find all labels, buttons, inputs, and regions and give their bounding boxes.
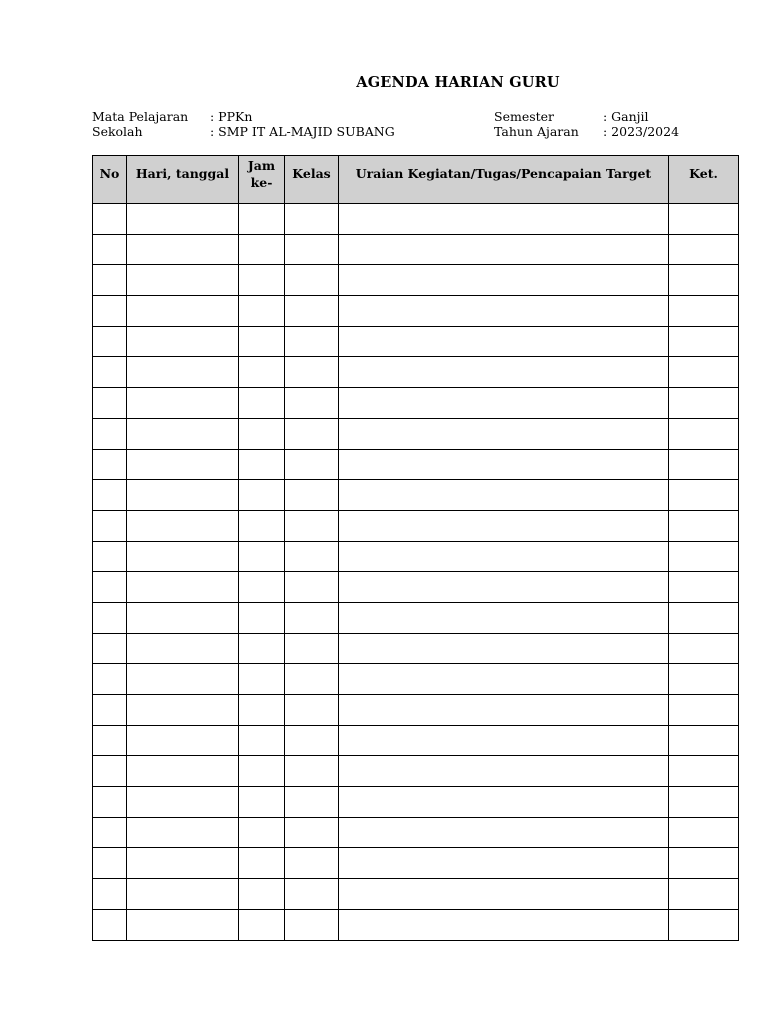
cell-class <box>285 602 339 633</box>
header-class: Kelas <box>285 156 339 204</box>
table-row <box>93 234 739 265</box>
cell-date <box>127 787 239 818</box>
cell-notes <box>669 909 739 940</box>
cell-hour <box>239 265 285 296</box>
cell-notes <box>669 296 739 327</box>
table-row <box>93 326 739 357</box>
cell-notes <box>669 388 739 419</box>
cell-class <box>285 848 339 879</box>
cell-class <box>285 204 339 235</box>
cell-notes <box>669 848 739 879</box>
cell-hour <box>239 572 285 603</box>
header-date: Hari, tanggal <box>127 156 239 204</box>
cell-notes <box>669 449 739 480</box>
cell-date <box>127 572 239 603</box>
cell-no <box>93 234 127 265</box>
cell-no <box>93 480 127 511</box>
cell-no <box>93 695 127 726</box>
semester-value: : Ganjil <box>603 109 649 124</box>
table-row <box>93 541 739 572</box>
cell-notes <box>669 541 739 572</box>
cell-date <box>127 388 239 419</box>
cell-class <box>285 756 339 787</box>
cell-hour <box>239 510 285 541</box>
table-row <box>93 480 739 511</box>
cell-notes <box>669 695 739 726</box>
cell-date <box>127 265 239 296</box>
table-row <box>93 572 739 603</box>
table-row <box>93 357 739 388</box>
cell-hour <box>239 204 285 235</box>
cell-notes <box>669 265 739 296</box>
cell-hour <box>239 449 285 480</box>
cell-hour <box>239 909 285 940</box>
cell-description <box>339 449 669 480</box>
cell-no <box>93 602 127 633</box>
cell-date <box>127 909 239 940</box>
cell-class <box>285 695 339 726</box>
cell-hour <box>239 234 285 265</box>
cell-notes <box>669 664 739 695</box>
cell-no <box>93 510 127 541</box>
cell-no <box>93 204 127 235</box>
cell-description <box>339 572 669 603</box>
cell-class <box>285 664 339 695</box>
table-row <box>93 510 739 541</box>
cell-hour <box>239 817 285 848</box>
cell-description <box>339 725 669 756</box>
cell-date <box>127 633 239 664</box>
cell-class <box>285 572 339 603</box>
cell-date <box>127 480 239 511</box>
cell-date <box>127 510 239 541</box>
cell-date <box>127 756 239 787</box>
cell-hour <box>239 725 285 756</box>
cell-date <box>127 879 239 910</box>
header-row <box>93 156 739 204</box>
table-row <box>93 204 739 235</box>
cell-date <box>127 817 239 848</box>
cell-description <box>339 204 669 235</box>
cell-notes <box>669 510 739 541</box>
cell-notes <box>669 326 739 357</box>
cell-no <box>93 326 127 357</box>
year-label: Tahun Ajaran <box>494 124 579 139</box>
cell-no <box>93 633 127 664</box>
cell-notes <box>669 357 739 388</box>
cell-hour <box>239 357 285 388</box>
cell-class <box>285 449 339 480</box>
cell-date <box>127 664 239 695</box>
cell-notes <box>669 480 739 511</box>
cell-no <box>93 449 127 480</box>
cell-description <box>339 602 669 633</box>
cell-date <box>127 695 239 726</box>
cell-description <box>339 541 669 572</box>
header-no: No <box>93 156 127 204</box>
cell-no <box>93 572 127 603</box>
table-row <box>93 848 739 879</box>
cell-description <box>339 664 669 695</box>
cell-no <box>93 357 127 388</box>
agenda-table <box>92 155 739 941</box>
cell-description <box>339 357 669 388</box>
cell-notes <box>669 602 739 633</box>
cell-no <box>93 817 127 848</box>
cell-date <box>127 234 239 265</box>
cell-hour <box>239 418 285 449</box>
cell-description <box>339 756 669 787</box>
cell-class <box>285 296 339 327</box>
table-row <box>93 664 739 695</box>
table-row <box>93 787 739 818</box>
cell-description <box>339 695 669 726</box>
school-label: Sekolah <box>92 124 143 139</box>
document-title: AGENDA HARIAN GURU <box>356 74 560 91</box>
cell-no <box>93 664 127 695</box>
cell-description <box>339 510 669 541</box>
cell-notes <box>669 204 739 235</box>
cell-no <box>93 756 127 787</box>
agenda-body <box>93 204 739 941</box>
cell-hour <box>239 480 285 511</box>
cell-no <box>93 725 127 756</box>
cell-no <box>93 388 127 419</box>
cell-description <box>339 296 669 327</box>
table-row <box>93 388 739 419</box>
cell-hour <box>239 664 285 695</box>
subject-label: Mata Pelajaran <box>92 109 189 124</box>
cell-class <box>285 817 339 848</box>
table-row <box>93 633 739 664</box>
cell-description <box>339 848 669 879</box>
cell-date <box>127 602 239 633</box>
cell-notes <box>669 817 739 848</box>
cell-notes <box>669 234 739 265</box>
cell-hour <box>239 326 285 357</box>
cell-notes <box>669 725 739 756</box>
cell-no <box>93 296 127 327</box>
cell-hour <box>239 879 285 910</box>
cell-class <box>285 234 339 265</box>
cell-class <box>285 787 339 818</box>
cell-hour <box>239 848 285 879</box>
cell-class <box>285 480 339 511</box>
header-hour-line1: Jam <box>247 158 276 173</box>
cell-notes <box>669 418 739 449</box>
cell-hour <box>239 787 285 818</box>
header-hour <box>239 156 285 204</box>
cell-date <box>127 541 239 572</box>
header-notes: Ket. <box>669 156 739 204</box>
cell-no <box>93 879 127 910</box>
cell-hour <box>239 602 285 633</box>
cell-hour <box>239 695 285 726</box>
semester-label: Semester <box>494 109 555 124</box>
cell-hour <box>239 756 285 787</box>
cell-notes <box>669 572 739 603</box>
cell-description <box>339 265 669 296</box>
cell-notes <box>669 879 739 910</box>
cell-class <box>285 909 339 940</box>
cell-description <box>339 234 669 265</box>
cell-no <box>93 541 127 572</box>
cell-hour <box>239 633 285 664</box>
table-row <box>93 418 739 449</box>
table-row <box>93 449 739 480</box>
table-row <box>93 725 739 756</box>
table-row <box>93 909 739 940</box>
cell-class <box>285 510 339 541</box>
cell-no <box>93 418 127 449</box>
cell-class <box>285 541 339 572</box>
cell-no <box>93 848 127 879</box>
cell-description <box>339 879 669 910</box>
header-description: Uraian Kegiatan/Tugas/Pencapaian Target <box>339 156 669 204</box>
header-hour-line2: ke- <box>250 175 273 190</box>
cell-date <box>127 326 239 357</box>
cell-date <box>127 296 239 327</box>
cell-no <box>93 787 127 818</box>
cell-notes <box>669 756 739 787</box>
cell-class <box>285 725 339 756</box>
cell-date <box>127 357 239 388</box>
school-value: : SMP IT AL-MAJID SUBANG <box>210 124 395 139</box>
cell-description <box>339 388 669 419</box>
cell-hour <box>239 541 285 572</box>
cell-no <box>93 265 127 296</box>
cell-notes <box>669 633 739 664</box>
cell-description <box>339 326 669 357</box>
table-row <box>93 817 739 848</box>
cell-class <box>285 357 339 388</box>
cell-date <box>127 418 239 449</box>
cell-hour <box>239 296 285 327</box>
table-row <box>93 695 739 726</box>
cell-no <box>93 909 127 940</box>
cell-class <box>285 326 339 357</box>
cell-class <box>285 418 339 449</box>
subject-value: : PPKn <box>210 109 253 124</box>
table-row <box>93 296 739 327</box>
table-row <box>93 602 739 633</box>
cell-description <box>339 817 669 848</box>
table-row <box>93 265 739 296</box>
cell-description <box>339 787 669 818</box>
cell-class <box>285 879 339 910</box>
cell-date <box>127 449 239 480</box>
cell-description <box>339 480 669 511</box>
cell-hour <box>239 388 285 419</box>
cell-description <box>339 418 669 449</box>
cell-date <box>127 848 239 879</box>
cell-class <box>285 633 339 664</box>
year-value: : 2023/2024 <box>603 124 680 139</box>
cell-description <box>339 633 669 664</box>
cell-date <box>127 725 239 756</box>
cell-date <box>127 204 239 235</box>
cell-description <box>339 909 669 940</box>
cell-notes <box>669 787 739 818</box>
table-row <box>93 756 739 787</box>
cell-class <box>285 265 339 296</box>
table-row <box>93 879 739 910</box>
cell-class <box>285 388 339 419</box>
